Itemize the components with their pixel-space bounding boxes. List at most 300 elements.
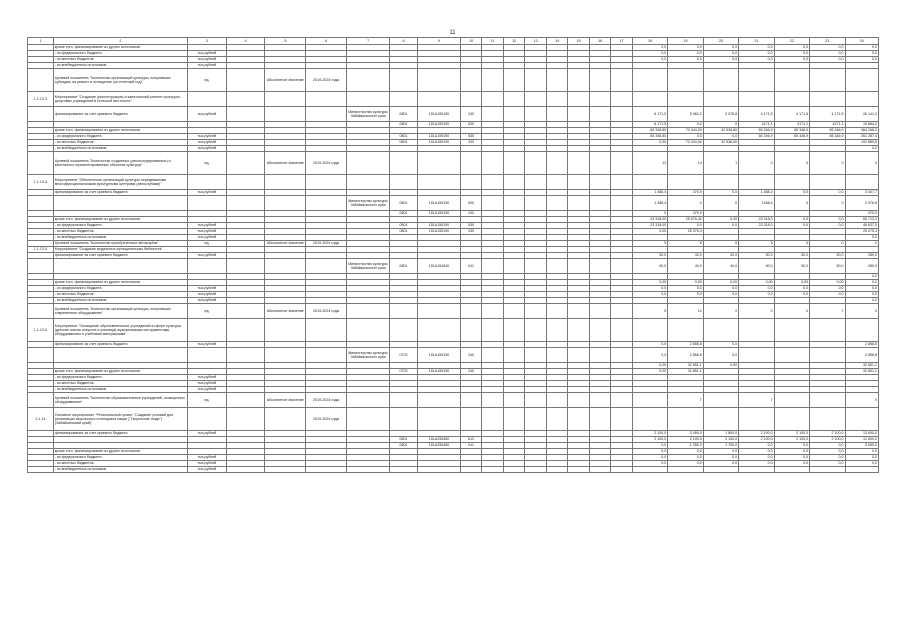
table-cell xyxy=(546,304,567,319)
table-cell: 0 xyxy=(703,241,738,247)
table-cell: 0,0 xyxy=(739,455,774,461)
table-cell xyxy=(611,259,632,274)
table-cell: 0,00 xyxy=(810,280,845,286)
table-cell: 1.1.13.3 xyxy=(28,92,54,107)
table-cell: 0,0 xyxy=(774,51,809,57)
table-cell: 0,0 xyxy=(668,449,703,455)
table-cell: 151A155190 xyxy=(417,211,460,217)
table-cell: 0,0 xyxy=(632,292,667,298)
table-cell: 0,0 xyxy=(668,223,703,229)
table-cell: тыс.рублей xyxy=(188,140,227,146)
table-cell: Мероприятие "Создание (реконструкция) и капитальный ремонт культурно-досуговых учреждений в сельской местности" xyxy=(53,92,187,107)
table-cell xyxy=(611,304,632,319)
table-cell: 0,0 xyxy=(845,57,878,63)
table-cell: 1.1.13.4 xyxy=(28,175,54,190)
table-cell: 0,00 xyxy=(739,280,774,286)
table-cell xyxy=(668,408,703,431)
table-cell xyxy=(417,393,460,408)
table-cell: 7 xyxy=(668,393,703,408)
table-cell: 530 xyxy=(460,134,481,140)
table-cell xyxy=(306,107,347,122)
table-cell: ед. xyxy=(188,152,227,175)
table-cell: 280,0 xyxy=(845,253,878,259)
table-cell: 0703 xyxy=(390,369,418,375)
table-cell xyxy=(546,69,567,92)
table-cell: 0703 xyxy=(390,348,418,363)
table-cell: 2 100,0 xyxy=(739,431,774,437)
table-cell xyxy=(306,467,347,473)
table-cell xyxy=(632,69,667,92)
table-cell: 0,0 xyxy=(845,449,878,455)
table-cell xyxy=(568,467,589,473)
table-cell xyxy=(546,152,567,175)
table-cell xyxy=(739,69,774,92)
table-cell: тыс.рублей xyxy=(188,342,227,348)
table-cell xyxy=(739,467,774,473)
table-cell xyxy=(503,408,524,431)
table-cell xyxy=(482,196,503,211)
table-cell: 0,0 xyxy=(845,286,878,292)
table-cell: тыс.рублей xyxy=(188,381,227,387)
table-cell xyxy=(611,348,632,363)
table-cell xyxy=(482,259,503,274)
table-cell: 0,0 xyxy=(845,455,878,461)
table-cell: 0,0 xyxy=(810,57,845,63)
table-cell xyxy=(460,92,481,107)
table-cell xyxy=(774,319,809,342)
table-cell: 5 xyxy=(632,304,667,319)
table-cell: 151A255460 xyxy=(417,437,460,443)
table-cell: тыс.рублей xyxy=(188,229,227,235)
table-cell xyxy=(546,467,567,473)
table-cell: 0,0 xyxy=(774,449,809,455)
table-cell: финансирование за счет краевого бюджета xyxy=(53,253,187,259)
table-cell xyxy=(226,196,265,211)
table-cell: тыс.рублей xyxy=(188,461,227,467)
table-cell: 240 xyxy=(460,369,481,375)
table-cell: 1 800,0 xyxy=(703,431,738,437)
table-cell xyxy=(347,393,390,408)
table-cell xyxy=(739,348,774,363)
table-cell xyxy=(188,259,227,274)
table-cell: 4 171,5 xyxy=(774,107,809,122)
table-cell xyxy=(503,152,524,175)
column-number-header: 3 xyxy=(188,38,227,45)
table-cell xyxy=(546,92,567,107)
table-cell xyxy=(774,92,809,107)
table-cell xyxy=(611,69,632,92)
table-cell: Абсолютное значение xyxy=(265,304,306,319)
table-cell: 26 141,2 xyxy=(845,107,878,122)
table-cell: 50,0 xyxy=(632,253,667,259)
table-cell xyxy=(810,408,845,431)
table-cell xyxy=(568,408,589,431)
table-cell xyxy=(525,408,546,431)
table-cell xyxy=(739,175,774,190)
table-cell: Министерство культуры Забайкальского края xyxy=(347,107,390,122)
table-cell: 65 346,9 xyxy=(774,128,809,134)
table-cell xyxy=(525,107,546,122)
table-cell xyxy=(589,107,610,122)
table-cell xyxy=(611,175,632,190)
table-cell xyxy=(265,259,306,274)
table-cell xyxy=(546,175,567,190)
table-cell xyxy=(482,152,503,175)
table-cell xyxy=(525,393,546,408)
table-cell: - из внебюджетных источников xyxy=(53,235,187,241)
table-cell xyxy=(589,259,610,274)
table-cell: 0,00 xyxy=(774,280,809,286)
table-cell: 2 100,0 xyxy=(668,437,703,443)
table-cell: 0,0 xyxy=(810,217,845,223)
table-cell: 0,0 xyxy=(774,443,809,449)
table-cell xyxy=(306,175,347,190)
table-cell: 0,0 xyxy=(774,190,809,196)
table-cell: 50,0 xyxy=(774,259,809,274)
table-cell: Абсолютное значение xyxy=(266,241,304,246)
table-cell: 0,0 xyxy=(703,57,738,63)
table-cell xyxy=(568,107,589,122)
table-cell: 50,0 xyxy=(810,259,845,274)
table-cell xyxy=(265,196,306,211)
table-cell: 0,0 xyxy=(810,286,845,292)
table-cell: 0 xyxy=(774,304,809,319)
table-cell xyxy=(568,259,589,274)
table-cell xyxy=(460,304,481,319)
table-cell xyxy=(482,107,503,122)
table-cell xyxy=(460,467,481,473)
table-cell: 0,0 xyxy=(668,455,703,461)
table-cell: 40,0 xyxy=(703,253,738,259)
table-cell xyxy=(306,196,347,211)
table-cell xyxy=(611,107,632,122)
table-cell xyxy=(482,175,503,190)
table-cell: 12 xyxy=(632,152,667,175)
table-cell xyxy=(632,393,667,408)
table-cell: 65 346,80 xyxy=(632,134,667,140)
table-cell xyxy=(525,69,546,92)
table-cell: Министерство культуры Забайкальского края xyxy=(347,259,390,274)
column-number-header: 6 xyxy=(306,38,347,45)
table-cell: 2019-2024 годы xyxy=(306,393,347,408)
table-cell: 40,0 xyxy=(668,259,703,274)
table-cell xyxy=(306,92,347,107)
table-cell: тыс.рублей xyxy=(188,134,227,140)
table-cell xyxy=(347,69,390,92)
table-cell xyxy=(226,92,265,107)
table-cell: тыс.рублей xyxy=(188,235,227,241)
column-number-header: 21 xyxy=(739,38,774,45)
table-cell: 0,0 xyxy=(632,455,667,461)
table-cell xyxy=(347,175,390,190)
table-cell: 0,00 xyxy=(668,280,703,286)
table-cell: финансирование за счет краевого бюджета xyxy=(53,107,187,122)
table-cell: 6 171,5 xyxy=(632,122,667,128)
table-cell xyxy=(188,348,227,363)
table-cell: 2 xyxy=(703,304,738,319)
table-cell xyxy=(226,319,265,342)
table-cell: 0,00 xyxy=(632,280,667,286)
table-cell: 0,0 xyxy=(774,461,809,467)
table-cell: 470,9 xyxy=(668,211,703,217)
table-cell: Абсолютное значение xyxy=(265,152,306,175)
table-cell: 3 447,7 xyxy=(845,190,878,196)
table-cell: Абсолютное значение xyxy=(265,393,306,408)
table-cell xyxy=(774,393,809,408)
table-cell: 0,0 xyxy=(668,122,703,128)
table-cell xyxy=(390,175,418,190)
table-cell: 65 346,9 xyxy=(774,134,809,140)
table-cell: - из местных бюджетов xyxy=(53,292,187,298)
table-cell: 4171,1 xyxy=(774,122,809,128)
table-cell xyxy=(611,152,632,175)
table-cell: 2 858,8 xyxy=(668,348,703,363)
table-cell: 13 650,0 xyxy=(845,431,878,437)
table-cell: 2 100,0 xyxy=(774,431,809,437)
financing-table-sheet xyxy=(27,37,879,473)
table-cell: 65 346,9 xyxy=(739,134,774,140)
table-cell: тыс.рублей xyxy=(188,51,227,57)
table-cell xyxy=(482,69,503,92)
table-cell xyxy=(632,408,667,431)
table-cell xyxy=(503,319,524,342)
table-cell: Мероприятие "Создание модельных муниципальных библиотек" xyxy=(53,247,187,253)
table-cell xyxy=(53,196,187,211)
table-cell: 0,0 xyxy=(739,292,774,298)
table-cell: 0,0 xyxy=(845,235,878,241)
table-cell xyxy=(589,152,610,175)
table-cell: - из внебюджетных источников xyxy=(53,146,187,152)
table-cell xyxy=(28,107,54,122)
table-cell xyxy=(503,348,524,363)
table-cell: тыс.рублей xyxy=(188,375,227,381)
column-number-header: 4 xyxy=(226,38,265,45)
table-cell xyxy=(265,107,306,122)
table-cell: 0,0 xyxy=(668,134,703,140)
table-cell: 50,0 xyxy=(774,253,809,259)
column-number-header: 22 xyxy=(774,38,809,45)
table-cell: 0,0 xyxy=(703,455,738,461)
table-cell: 0,0 xyxy=(774,223,809,229)
table-cell: 0,00 xyxy=(632,363,667,369)
table-cell xyxy=(460,175,481,190)
table-cell xyxy=(703,319,738,342)
table-cell: 0,0 xyxy=(703,348,738,363)
table-cell xyxy=(589,196,610,211)
table-cell: 1 488,4 xyxy=(739,190,774,196)
table-cell: X xyxy=(845,393,878,408)
table-cell xyxy=(845,69,878,92)
table-cell xyxy=(265,408,306,431)
table-cell: 23 318,00 xyxy=(632,223,667,229)
table-cell xyxy=(28,196,54,211)
table-cell: 0801 xyxy=(390,211,418,217)
table-cell: - из федерального бюджета xyxy=(53,223,187,229)
table-cell: 611 xyxy=(460,443,481,449)
table-cell: 2019-2024 годы xyxy=(306,69,347,92)
table-cell: 3 450,0 xyxy=(668,431,703,437)
table-cell: 2019-2024 годы xyxy=(306,304,347,319)
table-cell xyxy=(503,393,524,408)
table-cell xyxy=(347,152,390,175)
column-number-header: 8 xyxy=(390,38,418,45)
table-cell: 65 346,80 xyxy=(632,128,667,134)
table-cell: 0,0 xyxy=(668,461,703,467)
table-cell xyxy=(226,393,265,408)
table-cell: 0,0 xyxy=(632,348,667,363)
table-cell: 1 xyxy=(703,152,738,175)
table-row xyxy=(28,467,879,473)
table-cell: - из федерального бюджета xyxy=(53,455,187,461)
table-cell: 0,0 xyxy=(774,292,809,298)
table-cell xyxy=(503,107,524,122)
table-cell: 0,0 xyxy=(810,45,845,51)
table-cell: 2 100,0 xyxy=(632,437,667,443)
table-cell: 0,0 xyxy=(845,146,878,152)
table-cell: 12 xyxy=(668,304,703,319)
table-cell xyxy=(774,69,809,92)
table-cell: кроме того, финансирование из других источников: xyxy=(53,45,187,51)
table-cell: - из федерального бюджета xyxy=(53,375,187,381)
table-cell xyxy=(703,69,738,92)
table-cell xyxy=(347,304,390,319)
table-cell: 0,0 xyxy=(703,342,738,348)
table-cell: Абсолютное значение xyxy=(265,69,306,92)
table-cell xyxy=(546,319,567,342)
table-cell: 1 700,0 xyxy=(703,443,738,449)
table-cell xyxy=(390,319,418,342)
table-cell: 151A154540 xyxy=(417,259,460,274)
table-cell: 2 076,8 xyxy=(703,107,738,122)
table-cell: кроме того, финансирование из других источников: xyxy=(53,217,187,223)
table-cell: 0801 xyxy=(390,122,418,128)
table-row xyxy=(28,196,879,211)
table-cell xyxy=(589,348,610,363)
table-cell xyxy=(632,175,667,190)
column-number-header: 13 xyxy=(525,38,546,45)
table-cell xyxy=(525,259,546,274)
table-cell: 0 xyxy=(810,196,845,211)
table-cell: 0,0 xyxy=(845,45,878,51)
table-cell: 0,0 xyxy=(703,190,738,196)
table-cell xyxy=(568,69,589,92)
table-cell: 6 171,5 xyxy=(632,107,667,122)
table-cell: ед. xyxy=(188,393,227,408)
table-cell: 70 344,00 xyxy=(668,128,703,134)
table-cell: 0,0 xyxy=(632,57,667,63)
table-cell: 5 xyxy=(668,241,703,247)
table-cell: 151A155190 xyxy=(417,196,460,211)
table-cell: 0,0 xyxy=(845,51,878,57)
table-cell: 0,0 xyxy=(774,455,809,461)
table-cell: 0,0 xyxy=(632,461,667,467)
table-cell: 0,0 xyxy=(668,292,703,298)
table-cell xyxy=(226,259,265,274)
table-cell xyxy=(739,408,774,431)
table-cell: 0,0 xyxy=(739,286,774,292)
table-cell xyxy=(546,107,567,122)
table-cell: 3 050,0 xyxy=(845,443,878,449)
table-cell xyxy=(226,304,265,319)
table-cell xyxy=(774,408,809,431)
table-cell: 1 488,4 xyxy=(632,196,667,211)
table-cell: 0,00 xyxy=(703,217,738,223)
table-cell: 0801 xyxy=(390,223,418,229)
table-cell xyxy=(503,259,524,274)
table-cell: тыс.рублей xyxy=(188,57,227,63)
table-cell: 0 xyxy=(774,196,809,211)
table-cell: Министерство культуры Забайкальского края xyxy=(347,348,390,363)
table-cell xyxy=(774,175,809,190)
table-cell: 5 xyxy=(632,241,667,247)
table-cell: 0,0 xyxy=(703,449,738,455)
table-cell: 151A155190 xyxy=(417,229,460,235)
table-cell xyxy=(568,319,589,342)
table-cell: 0,0 xyxy=(739,443,774,449)
table-cell: 0 xyxy=(739,304,774,319)
table-cell xyxy=(668,467,703,473)
table-cell xyxy=(525,175,546,190)
table-cell: 240 xyxy=(460,140,481,146)
column-number-header: 10 xyxy=(460,38,481,45)
table-cell: 2 976,8 xyxy=(845,196,878,211)
table-cell xyxy=(460,152,481,175)
table-cell xyxy=(482,348,503,363)
table-cell xyxy=(632,92,667,107)
table-cell: 32 851,1 xyxy=(845,369,878,375)
table-cell: 65 346,9 xyxy=(810,134,845,140)
table-cell xyxy=(417,175,460,190)
table-cell xyxy=(703,92,738,107)
table-cell: 0,00 xyxy=(632,229,667,235)
table-cell xyxy=(774,348,809,363)
table-cell xyxy=(226,152,265,175)
table-cell: X xyxy=(845,241,878,247)
column-number-header: 7 xyxy=(347,38,390,45)
table-cell xyxy=(28,259,54,274)
table-cell: 7 xyxy=(810,304,845,319)
table-cell xyxy=(503,69,524,92)
table-cell xyxy=(568,175,589,190)
table-cell xyxy=(347,92,390,107)
table-cell: финансирование за счет краевого бюджета xyxy=(53,190,187,196)
table-cell: 102 880,6 xyxy=(845,140,878,146)
table-cell xyxy=(417,408,460,431)
table-cell: 70 344,00 xyxy=(668,140,703,146)
financing-table xyxy=(27,37,879,473)
table-cell: 0,0 xyxy=(774,57,809,63)
table-cell: 530 xyxy=(460,196,481,211)
table-cell: тыс.рублей xyxy=(188,298,227,304)
table-cell: 2 100,0 xyxy=(632,431,667,437)
table-cell xyxy=(188,92,227,107)
table-cell xyxy=(482,408,503,431)
table-cell: 0 xyxy=(703,122,738,128)
table-cell: 151A155190 xyxy=(417,348,460,363)
table-cell xyxy=(460,319,481,342)
table-row xyxy=(28,175,879,190)
table-cell xyxy=(460,393,481,408)
table-cell: 0,0 xyxy=(774,45,809,51)
table-cell xyxy=(568,348,589,363)
table-cell xyxy=(306,348,347,363)
table-cell: Целевой показатель "Количество приобретенных автоклубов" xyxy=(53,241,187,247)
table-cell: 0,0 xyxy=(703,461,738,467)
table-cell xyxy=(390,408,418,431)
table-cell: 2 100,0 xyxy=(810,431,845,437)
column-number-header: 1 xyxy=(28,38,54,45)
table-cell xyxy=(739,92,774,107)
